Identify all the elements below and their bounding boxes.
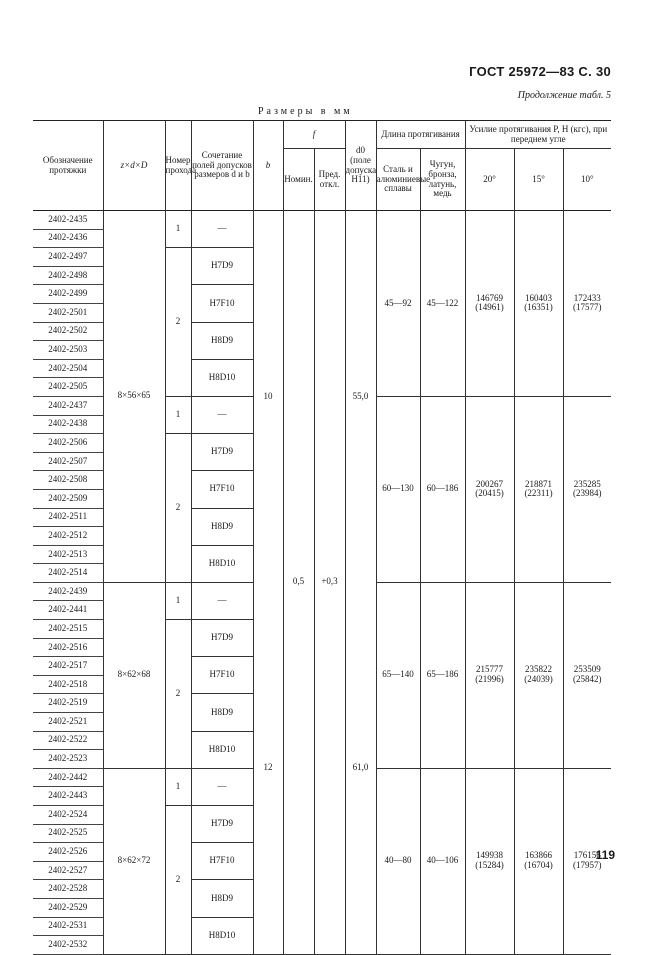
force-15 bbox=[514, 211, 563, 397]
force-15 bbox=[514, 396, 563, 582]
size-cell: 8×62×72 bbox=[103, 768, 165, 954]
length-steel: 60—130 bbox=[376, 396, 420, 582]
broach-code: 2402-2505 bbox=[33, 378, 103, 397]
broach-code: 2402-2515 bbox=[33, 620, 103, 639]
col-angle-15: 15° bbox=[514, 149, 563, 211]
col-f-nom: Номин. bbox=[283, 149, 314, 211]
col-force: Усилие протягивания P, Н (кгс), при переднем угле bbox=[465, 121, 611, 149]
col-designation: Обозначение протяжки bbox=[33, 121, 103, 211]
fit-value: H8D10 bbox=[191, 917, 253, 954]
fit-value: H8D10 bbox=[191, 731, 253, 768]
force-20-kgf: (14961) bbox=[475, 302, 504, 313]
col-len-cast: Чугун, бронза, латунь, медь bbox=[420, 149, 465, 211]
broach-code: 2402-2513 bbox=[33, 545, 103, 564]
b-value: 12 bbox=[253, 582, 283, 954]
pass-number: 2 bbox=[165, 806, 191, 955]
force-15-n: 218871 bbox=[525, 478, 553, 489]
length-cast: 65—186 bbox=[420, 582, 465, 768]
broach-code: 2402-2498 bbox=[33, 266, 103, 285]
force-15-kgf: (24039) bbox=[524, 674, 553, 685]
broach-code: 2402-2506 bbox=[33, 434, 103, 453]
fit-dash: — bbox=[191, 582, 253, 619]
fit-value: H8D9 bbox=[191, 508, 253, 545]
force-10-kgf: (17577) bbox=[573, 302, 602, 313]
fit-value: H8D9 bbox=[191, 322, 253, 359]
force-15-n: 163866 bbox=[525, 850, 553, 861]
force-20 bbox=[465, 211, 514, 397]
force-15-kgf: (22311) bbox=[524, 488, 553, 499]
col-fits: Сочетание полей допусков размеров d и b bbox=[191, 121, 253, 211]
broach-code: 2402-2525 bbox=[33, 824, 103, 843]
force-20-kgf: (15284) bbox=[475, 860, 504, 871]
broach-code: 2402-2531 bbox=[33, 917, 103, 936]
col-angle-20: 20° bbox=[465, 149, 514, 211]
broach-code: 2402-2507 bbox=[33, 452, 103, 471]
fit-value: H7D9 bbox=[191, 806, 253, 843]
d0-value: 55,0 bbox=[345, 211, 376, 583]
broach-code: 2402-2443 bbox=[33, 787, 103, 806]
force-20-n: 149938 bbox=[476, 850, 504, 861]
col-zdD: z×d×D bbox=[103, 121, 165, 211]
broach-code: 2402-2524 bbox=[33, 806, 103, 825]
force-20-kgf: (21996) bbox=[475, 674, 504, 685]
broach-code: 2402-2526 bbox=[33, 843, 103, 862]
broach-code: 2402-2529 bbox=[33, 898, 103, 917]
pass-number: 2 bbox=[165, 620, 191, 769]
fit-value: H7F10 bbox=[191, 471, 253, 508]
col-length: Длина протягивания bbox=[376, 121, 465, 149]
pass-number: 2 bbox=[165, 248, 191, 397]
fit-value: H8D9 bbox=[191, 694, 253, 731]
force-20 bbox=[465, 582, 514, 768]
force-10-kgf: (25842) bbox=[573, 674, 602, 685]
force-15 bbox=[514, 768, 563, 954]
fit-value: H8D9 bbox=[191, 880, 253, 917]
broach-code: 2402-2502 bbox=[33, 322, 103, 341]
fit-value: H7F10 bbox=[191, 285, 253, 322]
broach-code: 2402-2522 bbox=[33, 731, 103, 750]
b-value: 10 bbox=[253, 211, 283, 583]
d0-value: 61,0 bbox=[345, 582, 376, 954]
fit-dash: — bbox=[191, 768, 253, 805]
size-cell: 8×56×65 bbox=[103, 211, 165, 583]
broach-code: 2402-2519 bbox=[33, 694, 103, 713]
force-10-n: 235285 bbox=[573, 478, 601, 489]
force-10 bbox=[563, 396, 611, 582]
broach-code: 2402-2499 bbox=[33, 285, 103, 304]
col-len-steel: Сталь и алюминиевые сплавы bbox=[376, 149, 420, 211]
broach-code: 2402-2504 bbox=[33, 359, 103, 378]
page-number: 119 bbox=[595, 848, 615, 862]
fit-dash: — bbox=[191, 396, 253, 433]
length-steel: 65—140 bbox=[376, 582, 420, 768]
pass-number: 1 bbox=[165, 396, 191, 433]
force-10-n: 172433 bbox=[573, 292, 601, 303]
broach-table bbox=[33, 120, 611, 955]
fit-value: H8D10 bbox=[191, 359, 253, 396]
force-20-n: 215777 bbox=[476, 664, 504, 675]
broach-code: 2402-2516 bbox=[33, 638, 103, 657]
broach-code: 2402-2439 bbox=[33, 582, 103, 601]
broach-code: 2402-2508 bbox=[33, 471, 103, 490]
broach-code: 2402-2501 bbox=[33, 303, 103, 322]
fit-value: H7D9 bbox=[191, 248, 253, 285]
force-10-n: 176156 bbox=[573, 850, 601, 861]
force-20-kgf: (20415) bbox=[475, 488, 504, 499]
broach-code: 2402-2503 bbox=[33, 341, 103, 360]
broach-code: 2402-2523 bbox=[33, 750, 103, 769]
broach-code: 2402-2436 bbox=[33, 229, 103, 248]
col-pass: Номер прохода bbox=[165, 121, 191, 211]
col-b: b bbox=[253, 121, 283, 211]
broach-code: 2402-2511 bbox=[33, 508, 103, 527]
force-10-kgf: (23984) bbox=[573, 488, 602, 499]
broach-code: 2402-2528 bbox=[33, 880, 103, 899]
force-10 bbox=[563, 211, 611, 397]
broach-code: 2402-2512 bbox=[33, 527, 103, 546]
col-d0: d0 (поле допуска H11) bbox=[345, 121, 376, 211]
fit-value: H7D9 bbox=[191, 434, 253, 471]
broach-code: 2402-2442 bbox=[33, 768, 103, 787]
length-steel: 45—92 bbox=[376, 211, 420, 397]
force-20 bbox=[465, 768, 514, 954]
force-10-n: 253509 bbox=[573, 664, 601, 675]
col-angle-10: 10° bbox=[563, 149, 611, 211]
length-cast: 40—106 bbox=[420, 768, 465, 954]
broach-code: 2402-2509 bbox=[33, 489, 103, 508]
pass-number: 1 bbox=[165, 768, 191, 805]
fit-value: H7D9 bbox=[191, 620, 253, 657]
force-15 bbox=[514, 582, 563, 768]
pass-number: 1 bbox=[165, 582, 191, 619]
f-deviation: +0,3 bbox=[314, 211, 345, 955]
broach-code: 2402-2435 bbox=[33, 211, 103, 230]
standard-title: ГОСТ 25972—83 С. 30 bbox=[469, 64, 611, 79]
broach-code: 2402-2497 bbox=[33, 248, 103, 267]
force-15-kgf: (16351) bbox=[524, 302, 553, 313]
length-cast: 45—122 bbox=[420, 211, 465, 397]
table-row bbox=[33, 211, 611, 230]
col-f-dev: Пред. откл. bbox=[314, 149, 345, 211]
force-20-n: 200267 bbox=[476, 478, 504, 489]
broach-code: 2402-2532 bbox=[33, 936, 103, 955]
fit-value: H7F10 bbox=[191, 657, 253, 694]
pass-number: 2 bbox=[165, 434, 191, 583]
pass-number: 1 bbox=[165, 211, 191, 248]
broach-code: 2402-2518 bbox=[33, 675, 103, 694]
length-steel: 40—80 bbox=[376, 768, 420, 954]
broach-code: 2402-2441 bbox=[33, 601, 103, 620]
broach-code: 2402-2514 bbox=[33, 564, 103, 583]
force-15-kgf: (16704) bbox=[524, 860, 553, 871]
f-nominal: 0,5 bbox=[283, 211, 314, 955]
broach-code: 2402-2527 bbox=[33, 861, 103, 880]
force-20-n: 146769 bbox=[476, 292, 504, 303]
broach-code: 2402-2438 bbox=[33, 415, 103, 434]
broach-code: 2402-2517 bbox=[33, 657, 103, 676]
units-caption: Размеры в мм bbox=[258, 106, 353, 117]
length-cast: 60—186 bbox=[420, 396, 465, 582]
broach-code: 2402-2521 bbox=[33, 713, 103, 732]
fit-value: H8D10 bbox=[191, 545, 253, 582]
col-f: f bbox=[283, 121, 345, 149]
force-20 bbox=[465, 396, 514, 582]
table-continuation: Продолжение табл. 5 bbox=[517, 90, 611, 101]
force-10-kgf: (17957) bbox=[573, 860, 602, 871]
fit-dash: — bbox=[191, 211, 253, 248]
broach-code: 2402-2437 bbox=[33, 396, 103, 415]
force-15-n: 160403 bbox=[525, 292, 553, 303]
force-15-n: 235822 bbox=[525, 664, 553, 675]
fit-value: H7F10 bbox=[191, 843, 253, 880]
force-10 bbox=[563, 582, 611, 768]
size-cell: 8×62×68 bbox=[103, 582, 165, 768]
